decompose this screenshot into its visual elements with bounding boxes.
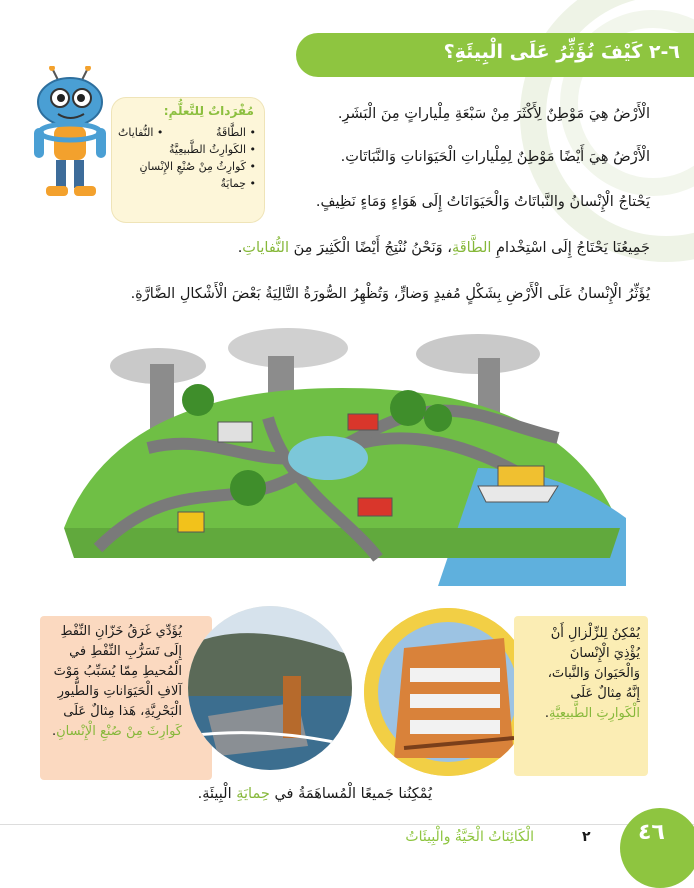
vocabulary-item: • حِمايَةٌ	[221, 175, 256, 192]
paragraph: يُؤَثِّرُ الْإِنْسانُ عَلَى الْأَرْضِ بِشَكْلٍ مُفيدٍ وَضارٍّ، وَتُظْهِرُ الصُّورَةُ التَّالِيَةُ بَعْضَ الْأَشْكالِ الضَّارَّةِ.	[130, 286, 650, 302]
page-number: ٤٦	[638, 820, 665, 845]
caption-text: .	[544, 706, 550, 721]
paragraph	[238, 240, 650, 256]
paragraph: يَحْتاجُ الْإِنْسانُ والنَّباتَاتُ وَالْحَيَوَانَاتُ إِلَى هَوَاءٍ وَمَاءٍ نَظِيفٍ.	[315, 194, 650, 210]
closing-text: الْبِيئَةِ.	[197, 786, 232, 802]
closing-text: يُمْكِنُنا جَميعًا الْمُساهَمَةُ في	[274, 786, 432, 802]
vocabulary-item: • كَوارِثُ مِنْ صُنْعِ الإِنْسانِ	[139, 158, 256, 175]
unit-title: الْكَائِنَاتُ الْحَيَّةُ والْبِيئَاتُ	[405, 829, 534, 845]
footer-divider	[0, 824, 694, 825]
vocabulary-item: • النُّفاياتُ	[118, 124, 163, 141]
vocabulary-term-man-made-disaster: كَوارِثَ مِنْ صُنْعِ الْإِنْسانِ	[56, 724, 182, 739]
paragraph-text: ، وَنَحْنُ نُنْتِجُ أَيْضًا الْكَثِيرَ مِنَ	[293, 240, 452, 256]
paragraph: الْأَرْضُ هِيَ أَيْضًا مَوْطِنٌ لِمِلْياراتِ الْحَيَوَاناتِ وَالنَّبَاتَاتِ.	[340, 149, 650, 165]
caption-text: يُمْكِنُ لِلزِّلْزالِ أَنْ يُؤْذِيَ الْإِنْسانَ وَالْحَيَوانَ وَالنَّباتَ، إِنَّهُ مِثالٌ عَلَى	[547, 626, 640, 701]
caption-text: يُؤَدِّي غَرَقُ خَزّانِ النِّفْطِ إِلَى تَسَرُّبِ النِّفْطِ في الْمُحيطِ مِمّا يُسَبِّبُ مَوْتَ آلافِ الْحَيَوَاناتِ وَالطُّيورِ الْبَحْرِيَّةِ، هَذا مِثالٌ عَلَى	[53, 624, 182, 719]
vocabulary-item: • الكَوارِثُ الطَّبيعِيَّةُ	[169, 141, 256, 158]
vocabulary-term-energy: الطَّاقَةِ	[451, 240, 492, 256]
robot-mascot-icon	[28, 66, 112, 200]
vocabulary-term-protection: حِمايَةِ	[236, 786, 270, 802]
vocabulary-item: • الطَّاقَةُ	[216, 124, 256, 141]
paragraph-text: .	[237, 240, 243, 256]
paragraph-text: جَمِيعُنَا يَحْتَاجُ إِلَى اسْتِخْدامِ	[496, 240, 650, 256]
oil-spill-caption	[46, 622, 182, 742]
earthquake-caption	[530, 624, 640, 724]
oil-tanker-photo	[188, 606, 352, 770]
vocabulary-list	[118, 124, 256, 192]
unit-number: ٢	[582, 829, 591, 845]
section-title: ٦-٢ كَيْفَ نُؤَثِّرُ عَلَى الْبِيئَةِ؟	[443, 41, 680, 63]
earthquake-building-photo	[364, 608, 532, 776]
vocabulary-title: مُفْرَداتٌ لِلتَّعلُّمِ:	[163, 104, 254, 118]
paragraph: الْأَرْضُ هِيَ مَوْطِنٌ لِأَكْثَرَ مِنْ سَبْعَةِ مِلْياراتٍ مِنَ الْبَشَرِ.	[337, 106, 650, 122]
vocabulary-box	[112, 98, 264, 222]
caption-text: .	[51, 724, 57, 739]
earth-pollution-illustration	[58, 318, 626, 586]
section-header	[296, 33, 694, 77]
earthquake-panel	[514, 616, 648, 776]
oil-spill-panel	[40, 616, 212, 780]
vocabulary-term-waste: النُّفاياتِ	[242, 240, 289, 256]
closing-sentence	[198, 786, 432, 802]
page-number-badge	[620, 808, 694, 888]
vocabulary-term-natural-disaster: الْكَوارِثِ الطَّبيعِيَّةِ	[549, 706, 640, 721]
